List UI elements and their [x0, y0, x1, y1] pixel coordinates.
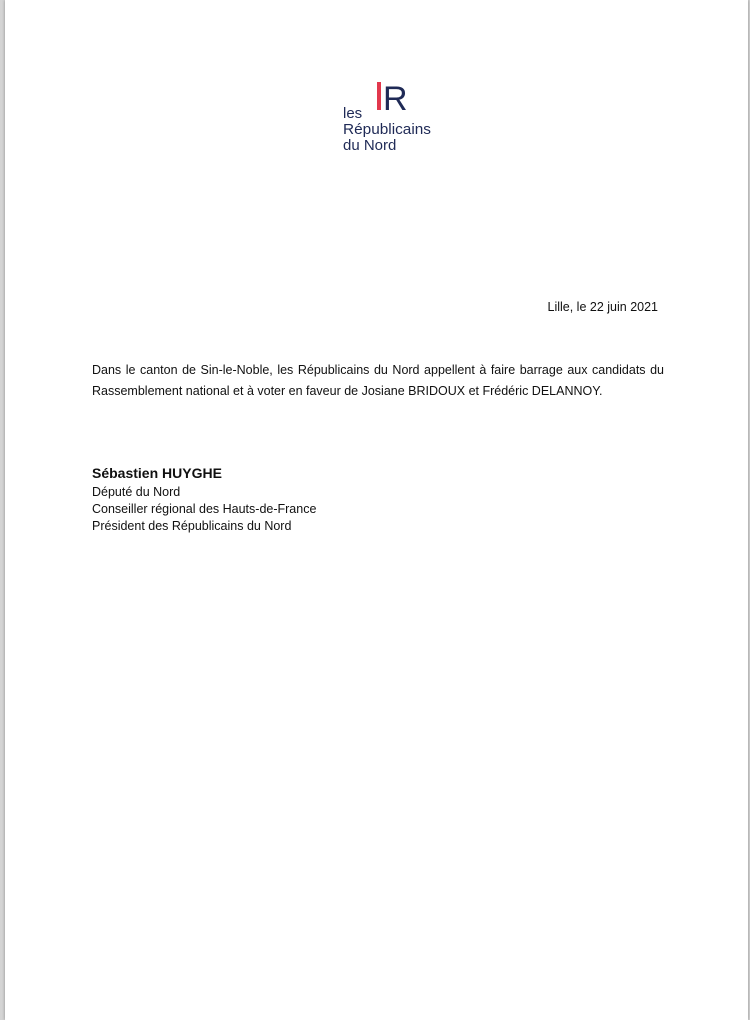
document-page [5, 0, 748, 1020]
logo-r-letter: R [383, 80, 408, 118]
signatory-title: Député du Nord [92, 485, 181, 499]
letter-date: Lille, le 22 juin 2021 [547, 300, 658, 314]
logo-line-les: les [343, 105, 363, 122]
logo-red-bar [377, 82, 381, 110]
logo-line-du-nord: du Nord [343, 137, 397, 154]
signatory-name: Sébastien HUYGHE [92, 465, 222, 481]
letter-body: Dans le canton de Sin-le-Noble, les Républicains du Nord appellent à faire barrage aux candidats du Rassemblement national et à voter en faveur de Josiane BRIDOUX et Frédéric DELANNOY. [92, 363, 664, 398]
les-republicains-du-nord-logo [343, 80, 453, 154]
logo-line-republicains: Républicains [343, 121, 431, 138]
signatory-title: Président des Républicains du Nord [92, 519, 292, 533]
logo-graphic [343, 80, 453, 154]
signatory-title: Conseiller régional des Hauts-de-France [92, 502, 317, 516]
signature-block [92, 465, 316, 535]
